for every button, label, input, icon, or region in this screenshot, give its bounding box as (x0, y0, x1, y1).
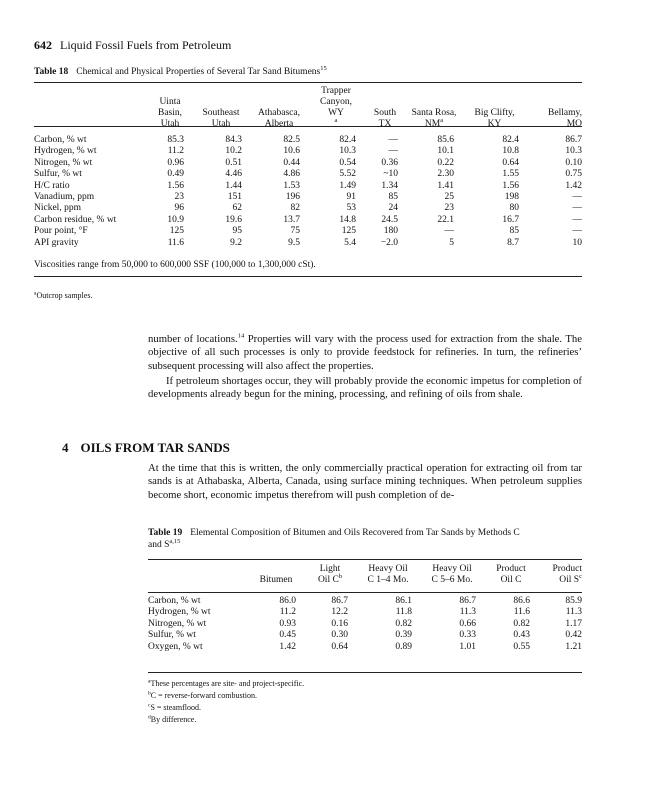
table19-row-label: Hydrogen, % wt (148, 607, 211, 618)
table18-cell: 10.3 (565, 146, 582, 157)
table18-cell: 1.42 (565, 180, 582, 191)
table18-cell: 25 (444, 192, 454, 203)
table19-cell: 0.93 (279, 618, 296, 629)
table18-col-header: Bellamy, MO (548, 108, 582, 129)
table19-cell: 85.9 (565, 596, 582, 606)
table18-cell: 0.49 (167, 169, 184, 180)
table18-row (34, 226, 582, 237)
table18-row-label: Hydrogen, % wt (34, 146, 97, 157)
table18-cell: 86.7 (565, 135, 582, 145)
table18-cell: 1.44 (225, 180, 242, 191)
table18-cell: 11.2 (167, 146, 184, 157)
table19-cell: 0.30 (331, 630, 348, 641)
table19-cell: 11.3 (459, 607, 476, 618)
table18-cell: 151 (227, 192, 242, 203)
table18-cell: 10 (572, 237, 582, 248)
table19-title-sup: a,15 (169, 537, 181, 545)
table18-cell: 4.46 (225, 169, 242, 180)
table18-cell: — (388, 146, 398, 157)
table19-cell: 0.45 (279, 630, 296, 641)
table18-row-label: API gravity (34, 237, 79, 248)
table19-col-header: Light Oil $C^b$ (317, 564, 343, 585)
table18-cell: 85.3 (167, 135, 184, 145)
table18-cell: 0.64 (502, 157, 519, 168)
table18-row (34, 132, 582, 146)
table19-row (148, 642, 582, 653)
table18-cell: 11.6 (167, 237, 184, 248)
table18-cell: 95 (232, 226, 242, 237)
table19-cell: 86.7 (331, 596, 348, 606)
table18-cell: 0.22 (437, 157, 454, 168)
section-title: OILS FROM TAR SANDS (80, 440, 230, 455)
table18-cell: 10.2 (225, 146, 242, 157)
table18-row (34, 158, 582, 169)
table18-cell: 9.2 (230, 237, 242, 248)
table18-cell: 96 (174, 203, 184, 214)
table19-cell: 0.66 (459, 618, 476, 629)
section-number: 4 (62, 440, 69, 455)
table19-cell: 1.21 (565, 641, 582, 652)
table19-row (148, 607, 582, 618)
table18-ref: 15 (320, 64, 327, 72)
table19-cell: 0.16 (331, 618, 348, 629)
table19-header-corner (148, 564, 248, 588)
table18-col-header: Big Clifty, KY (474, 108, 515, 129)
table18-row (34, 192, 582, 203)
table19-cell: 1.42 (279, 641, 296, 652)
table18-cell: 82.4 (502, 135, 519, 145)
table18-header-rule (34, 126, 582, 127)
table18-label: Table 18 (34, 67, 69, 77)
table18-cell: 75 (290, 226, 300, 237)
table19-cell: 0.89 (395, 641, 412, 652)
table18-cell: 125 (169, 226, 184, 237)
table18-cell: 0.51 (225, 157, 242, 168)
table18-col-header: Trapper Canyon, WY $^a$ (320, 86, 352, 124)
table18-cell: 10.1 (437, 146, 454, 157)
table18-row-label: Nitrogen, % wt (34, 157, 93, 168)
table18-cell: — (572, 192, 582, 203)
table18-cell: 62 (232, 203, 242, 214)
table18-cell: 85 (509, 226, 519, 237)
table18-cell: 0.96 (167, 157, 184, 168)
table18-cell: 23 (444, 203, 454, 214)
table18-cell: 82.4 (339, 135, 356, 145)
table19-cell: 0.55 (513, 641, 530, 652)
table18-cell: 10.9 (167, 214, 184, 225)
table18-cell: 85.6 (437, 135, 454, 145)
table18-cell: 9.5 (288, 237, 300, 248)
table18-cell: 198 (504, 192, 519, 203)
table18-cell: — (572, 203, 582, 214)
body-paragraph-3: At the time that this is written, the only commercially practical operation for extracting oil from tar sands is at Athabaska, Alberta, Canada, using surface mining techniques. When petroleum supplies become short, economic impetus therefrom will push completion of de- (148, 462, 582, 501)
table18-cell: 13.7 (283, 214, 300, 225)
table18 (34, 86, 582, 249)
running-title: Liquid Fossil Fuels from Petroleum (60, 38, 232, 52)
table19-cell: 0.82 (513, 618, 530, 629)
table19-caption (148, 527, 582, 551)
table18-row-label: Nickel, ppm (34, 203, 81, 214)
table19-cell: 0.43 (513, 630, 530, 641)
table19-row (148, 619, 582, 630)
table19-cell: 86.1 (395, 596, 412, 606)
table18-cell: −2.0 (380, 237, 398, 248)
body-paragraph-1: number of locations.$^{14}$ Properties will vary with the process used for extraction from the shale. The objective of all such processes is only to provide feedstock for refineries. In turn, the refineries’ subsequent processing will also affect the properties. (148, 332, 582, 372)
table18-cell: 1.56 (502, 180, 519, 191)
table18-cell: 0.10 (565, 157, 582, 168)
table18-cell: 82 (290, 203, 300, 214)
table18-row (34, 238, 582, 249)
table19-header-row (148, 564, 582, 588)
table19-cell: 11.3 (565, 607, 582, 618)
table19-col-header: Heavy Oil C 5–6 Mo. (431, 564, 473, 585)
table19-row (148, 630, 582, 641)
table19-footnote-d: $^d$By difference. (148, 714, 197, 724)
table18-cell: 0.44 (283, 157, 300, 168)
table18-row-label: Vanadium, ppm (34, 192, 95, 203)
table19-footnote-a: $^a$These percentages are site- and project-specific. (148, 678, 305, 688)
table18-cell: 1.53 (283, 180, 300, 191)
table18-row-label: Pour point, °F (34, 226, 88, 237)
table19-cell: 0.42 (565, 630, 582, 641)
table19-row-label: Nitrogen, % wt (148, 618, 207, 629)
table19-col-header: Product Oil C (496, 564, 526, 585)
table19-cell: 86.7 (459, 596, 476, 606)
table19-col-header: Bitumen (259, 575, 293, 585)
table18-caption (34, 66, 327, 78)
section-heading (62, 440, 230, 456)
table18-title: Chemical and Physical Properties of Several Tar Sand Bitumens (76, 67, 321, 77)
table19-footnote-b: $^b$C = reverse-forward combustion. (148, 690, 258, 700)
table18-cell: 22.1 (437, 214, 454, 225)
table19-row (148, 588, 582, 607)
table18-col-header: South TX (373, 108, 397, 129)
table19-row-label: Oxygen, % wt (148, 641, 203, 652)
table18-cell: 23 (174, 192, 184, 203)
table18-row (34, 203, 582, 214)
table18-cell: 85 (388, 192, 398, 203)
table18-cell: 125 (341, 226, 356, 237)
table18-cell: 5.4 (344, 237, 356, 248)
table18-cell: 180 (383, 226, 398, 237)
table18-cell: 1.41 (437, 180, 454, 191)
table19-bottom-rule (148, 672, 582, 673)
table19-cell: 1.01 (459, 641, 476, 652)
table18-cell: 196 (285, 192, 300, 203)
table18-cell: 84.3 (225, 135, 242, 145)
table18-cell: 14.8 (339, 214, 356, 225)
table18-cell: 5 (449, 237, 454, 248)
table19-row-label: Sulfur, % wt (148, 630, 196, 641)
table18-col-header: Southeast Utah (202, 108, 240, 129)
table18-footnote-a: $^a$Outcrop samples. (34, 290, 93, 300)
table18-row (34, 146, 582, 157)
table18-row-label: Sulfur, % wt (34, 169, 82, 180)
table19-cell: 11.8 (395, 607, 412, 618)
table19-cell: 12.2 (331, 607, 348, 618)
table19-cell: 11.2 (279, 607, 296, 618)
table18-cell: — (444, 226, 454, 237)
table18-cell: — (572, 214, 582, 225)
table18-cell: 80 (509, 203, 519, 214)
table18-cell: 0.75 (565, 169, 582, 180)
table18-cell: 0.54 (339, 157, 356, 168)
table19-cell: 0.64 (331, 641, 348, 652)
table18-cell: 82.5 (283, 135, 300, 145)
table18-cell: 1.55 (502, 169, 519, 180)
body-paragraph-2: If petroleum shortages occur, they will probably provide the economic impetus for completion of developments already begun for the mining, processing, and refining of oils from shale. (148, 375, 582, 401)
table19-cell: 1.17 (565, 618, 582, 629)
table18-cell: 1.56 (167, 180, 184, 191)
table18-cell: 16.7 (502, 214, 519, 225)
table19-cell: 86.6 (513, 596, 530, 606)
table18-cell: 0.36 (381, 157, 398, 168)
table18-cell: 10.8 (502, 146, 519, 157)
table18-row-label: Carbon residue, % wt (34, 214, 117, 225)
table19-cell: 0.39 (395, 630, 412, 641)
table18-cell: 5.52 (339, 169, 356, 180)
table18-cell: 10.6 (283, 146, 300, 157)
table19-title-line1: Elemental Composition of Bitumen and Oils Recovered from Tar Sands by Methods C (190, 528, 520, 538)
table18-cell: 2.30 (437, 169, 454, 180)
table19-cell: 0.82 (395, 618, 412, 629)
running-header (34, 38, 231, 53)
table18-bottom-rule (34, 276, 582, 277)
table18-col-header: Uinta Basin, Utah (157, 97, 182, 129)
table18-cell: 53 (346, 203, 356, 214)
table18-cell: 24.5 (381, 214, 398, 225)
table18-cell: 8.7 (507, 237, 519, 248)
table18-cell: 1.49 (339, 180, 356, 191)
table18-top-rule (34, 82, 582, 83)
table18-cell: 19.6 (225, 214, 242, 225)
table19-header-rule (148, 592, 582, 593)
table19 (148, 564, 582, 653)
table19-row-label: Carbon, % wt (148, 596, 201, 606)
table19-footnote-c: $^c$S = steamflood. (148, 702, 201, 712)
table18-cell: — (572, 226, 582, 237)
table19-cell: 11.6 (513, 607, 530, 618)
table18-cell: 1.34 (381, 180, 398, 191)
table19-cell: 86.0 (279, 596, 296, 606)
table18-row-label: H/C ratio (34, 180, 70, 191)
table18-row (34, 181, 582, 192)
table18-cell: 91 (346, 192, 356, 203)
table18-cell: 24 (388, 203, 398, 214)
table18-viscosity-note: Viscosities range from 50,000 to 600,000 SSF (100,000 to 1,300,000 cSt). (34, 260, 316, 270)
table18-cell: ~10 (383, 169, 398, 180)
table19-title-line2: and S (148, 540, 170, 550)
table18-row (34, 169, 582, 180)
table18-col-header: Santa Rosa, $NM^a$ (411, 108, 457, 129)
table19-label: Table 19 (148, 528, 183, 538)
table19-cell: 0.33 (459, 630, 476, 641)
table18-cell: 4.86 (283, 169, 300, 180)
table18-cell: 10.3 (339, 146, 356, 157)
table18-row-label: Carbon, % wt (34, 135, 87, 145)
page-number: 642 (34, 38, 52, 52)
table19-top-rule (148, 559, 582, 560)
table18-col-header: Athabasca, Alberta (258, 108, 300, 129)
table19-col-header: Product Oil $S^c$ (552, 564, 582, 585)
table19-col-header: Heavy Oil C 1–4 Mo. (367, 564, 409, 585)
table18-cell: — (388, 135, 398, 145)
table18-row (34, 215, 582, 226)
